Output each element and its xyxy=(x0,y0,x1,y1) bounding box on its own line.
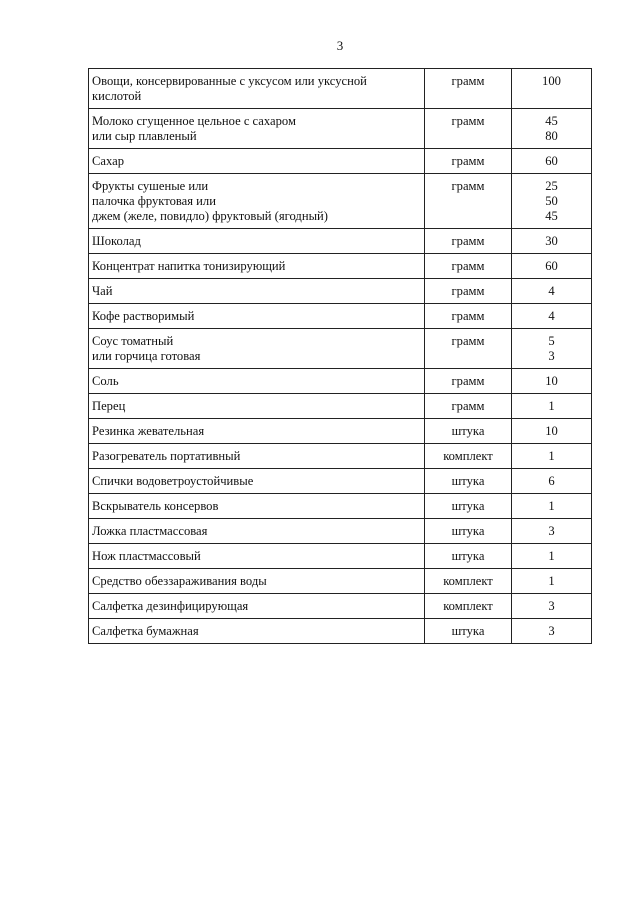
item-name-cell xyxy=(89,544,425,569)
table-row xyxy=(89,174,592,229)
item-quantity: 45 xyxy=(545,209,558,223)
page-number: 3 xyxy=(336,38,344,53)
item-quantity-cell xyxy=(512,619,592,644)
item-name-line: Средство обеззараживания воды xyxy=(92,574,267,588)
item-unit-cell xyxy=(425,419,512,444)
item-unit: штука xyxy=(451,474,485,488)
item-quantity-cell xyxy=(512,544,592,569)
item-quantity-cell xyxy=(512,304,592,329)
item-quantity: 1 xyxy=(548,449,555,463)
item-quantity-cell xyxy=(512,109,592,149)
item-unit-cell xyxy=(425,369,512,394)
item-name-line: Ложка пластмассовая xyxy=(92,524,208,538)
item-quantity: 3 xyxy=(548,524,555,538)
item-name-line: джем (желе, повидло) фруктовый (ягодный) xyxy=(92,209,328,223)
item-unit: грамм xyxy=(451,374,485,388)
table-row xyxy=(89,304,592,329)
item-name-line: Кофе растворимый xyxy=(92,309,195,323)
item-name-cell xyxy=(89,494,425,519)
item-unit: грамм xyxy=(451,74,485,88)
item-quantity: 4 xyxy=(548,284,555,298)
item-name-line: Нож пластмассовый xyxy=(92,549,201,563)
table-row xyxy=(89,569,592,594)
item-name-line: Салфетка дезинфицирующая xyxy=(92,599,249,613)
ration-table-body xyxy=(89,69,592,644)
table-row xyxy=(89,254,592,279)
item-unit-cell xyxy=(425,544,512,569)
item-unit-cell xyxy=(425,519,512,544)
item-unit-cell xyxy=(425,229,512,254)
item-name-line: Молоко сгущенное цельное с сахаром xyxy=(92,114,296,128)
item-name-line: Шоколад xyxy=(92,234,141,248)
table-row xyxy=(89,619,592,644)
item-unit: штука xyxy=(451,424,485,438)
item-quantity: 50 xyxy=(545,194,558,208)
item-unit: грамм xyxy=(451,284,485,298)
item-unit: штука xyxy=(451,524,485,538)
item-quantity: 6 xyxy=(548,474,555,488)
item-unit-cell xyxy=(425,619,512,644)
table-row xyxy=(89,149,592,174)
item-name-cell xyxy=(89,109,425,149)
item-quantity: 1 xyxy=(548,399,555,413)
item-name-cell xyxy=(89,519,425,544)
item-name-cell xyxy=(89,569,425,594)
item-quantity: 25 xyxy=(545,179,558,193)
item-name-line: Овощи, консервированные с уксусом или уксусной xyxy=(92,74,367,88)
item-quantity-cell xyxy=(512,174,592,229)
item-quantity: 1 xyxy=(548,499,555,513)
item-unit-cell xyxy=(425,69,512,109)
item-name-line: Соус томатный xyxy=(92,334,174,348)
table-row xyxy=(89,329,592,369)
item-quantity: 1 xyxy=(548,574,555,588)
item-unit-cell xyxy=(425,469,512,494)
item-unit: грамм xyxy=(451,309,485,323)
item-unit: грамм xyxy=(451,334,485,348)
item-quantity-cell xyxy=(512,229,592,254)
item-name-cell xyxy=(89,619,425,644)
item-name-line: кислотой xyxy=(92,89,142,103)
table-row xyxy=(89,544,592,569)
item-unit-cell xyxy=(425,149,512,174)
item-unit: штука xyxy=(451,549,485,563)
item-quantity-cell xyxy=(512,594,592,619)
item-quantity-cell xyxy=(512,279,592,304)
item-quantity: 10 xyxy=(545,424,558,438)
item-unit: грамм xyxy=(451,234,485,248)
item-quantity-cell xyxy=(512,69,592,109)
item-name-line: или горчица готовая xyxy=(92,349,201,363)
item-name-cell xyxy=(89,174,425,229)
item-unit: штука xyxy=(451,499,485,513)
item-name-line: Резинка жевательная xyxy=(92,424,205,438)
item-unit-cell xyxy=(425,254,512,279)
item-quantity: 3 xyxy=(548,599,555,613)
table-row xyxy=(89,279,592,304)
item-unit: комплект xyxy=(443,599,493,613)
item-name-line: Сахар xyxy=(92,154,125,168)
table-row xyxy=(89,109,592,149)
item-name-line: Спички водоветроустойчивые xyxy=(92,474,254,488)
item-name-cell xyxy=(89,469,425,494)
item-name-cell xyxy=(89,394,425,419)
item-name-cell xyxy=(89,369,425,394)
item-quantity-cell xyxy=(512,149,592,174)
table-row xyxy=(89,419,592,444)
table-row xyxy=(89,469,592,494)
item-unit-cell xyxy=(425,174,512,229)
table-row xyxy=(89,444,592,469)
item-quantity-cell xyxy=(512,494,592,519)
item-name-cell xyxy=(89,594,425,619)
item-unit: штука xyxy=(451,624,485,638)
item-quantity: 5 xyxy=(548,334,555,348)
ration-table xyxy=(88,68,592,644)
item-unit: грамм xyxy=(451,179,485,193)
item-unit-cell xyxy=(425,394,512,419)
item-name-line: Фрукты сушеные или xyxy=(92,179,209,193)
item-quantity-cell xyxy=(512,419,592,444)
item-quantity-cell xyxy=(512,569,592,594)
item-name-line: Разогреватель портативный xyxy=(92,449,241,463)
item-unit-cell xyxy=(425,494,512,519)
item-name-cell xyxy=(89,69,425,109)
item-unit: грамм xyxy=(451,154,485,168)
item-unit: грамм xyxy=(451,259,485,273)
item-unit-cell xyxy=(425,444,512,469)
item-quantity: 10 xyxy=(545,374,558,388)
item-name-cell xyxy=(89,329,425,369)
item-unit: грамм xyxy=(451,114,485,128)
item-quantity: 4 xyxy=(548,309,555,323)
item-name-line: Концентрат напитка тонизирующий xyxy=(92,259,286,273)
item-unit-cell xyxy=(425,569,512,594)
item-unit: комплект xyxy=(443,449,493,463)
item-quantity: 30 xyxy=(545,234,558,248)
item-unit-cell xyxy=(425,594,512,619)
item-quantity-cell xyxy=(512,519,592,544)
table-row xyxy=(89,69,592,109)
item-quantity-cell xyxy=(512,369,592,394)
item-quantity: 3 xyxy=(548,624,555,638)
item-quantity: 3 xyxy=(548,349,555,363)
item-quantity: 100 xyxy=(542,74,561,88)
item-quantity: 45 xyxy=(545,114,558,128)
table-row xyxy=(89,394,592,419)
item-quantity-cell xyxy=(512,254,592,279)
item-name-line: Чай xyxy=(92,284,113,298)
item-quantity: 80 xyxy=(545,129,558,143)
item-name-line: палочка фруктовая или xyxy=(92,194,216,208)
item-quantity-cell xyxy=(512,469,592,494)
item-unit-cell xyxy=(425,109,512,149)
table-row xyxy=(89,519,592,544)
item-name-line: Вскрыватель консервов xyxy=(92,499,219,513)
item-name-cell xyxy=(89,304,425,329)
item-name-cell xyxy=(89,149,425,174)
item-name-cell xyxy=(89,444,425,469)
item-unit: грамм xyxy=(451,399,485,413)
item-quantity-cell xyxy=(512,444,592,469)
item-unit: комплект xyxy=(443,574,493,588)
item-unit-cell xyxy=(425,279,512,304)
table-row xyxy=(89,594,592,619)
item-quantity: 60 xyxy=(545,259,558,273)
item-quantity-cell xyxy=(512,394,592,419)
item-name-line: Салфетка бумажная xyxy=(92,624,199,638)
item-name-cell xyxy=(89,419,425,444)
item-name-cell xyxy=(89,229,425,254)
item-quantity-cell xyxy=(512,329,592,369)
table-row xyxy=(89,369,592,394)
item-name-line: или сыр плавленый xyxy=(92,129,197,143)
item-unit-cell xyxy=(425,304,512,329)
item-name-cell xyxy=(89,279,425,304)
item-quantity: 1 xyxy=(548,549,555,563)
table-row xyxy=(89,494,592,519)
item-quantity: 60 xyxy=(545,154,558,168)
table-row xyxy=(89,229,592,254)
item-name-line: Соль xyxy=(92,374,119,388)
item-name-cell xyxy=(89,254,425,279)
item-name-line: Перец xyxy=(92,399,126,413)
item-unit-cell xyxy=(425,329,512,369)
